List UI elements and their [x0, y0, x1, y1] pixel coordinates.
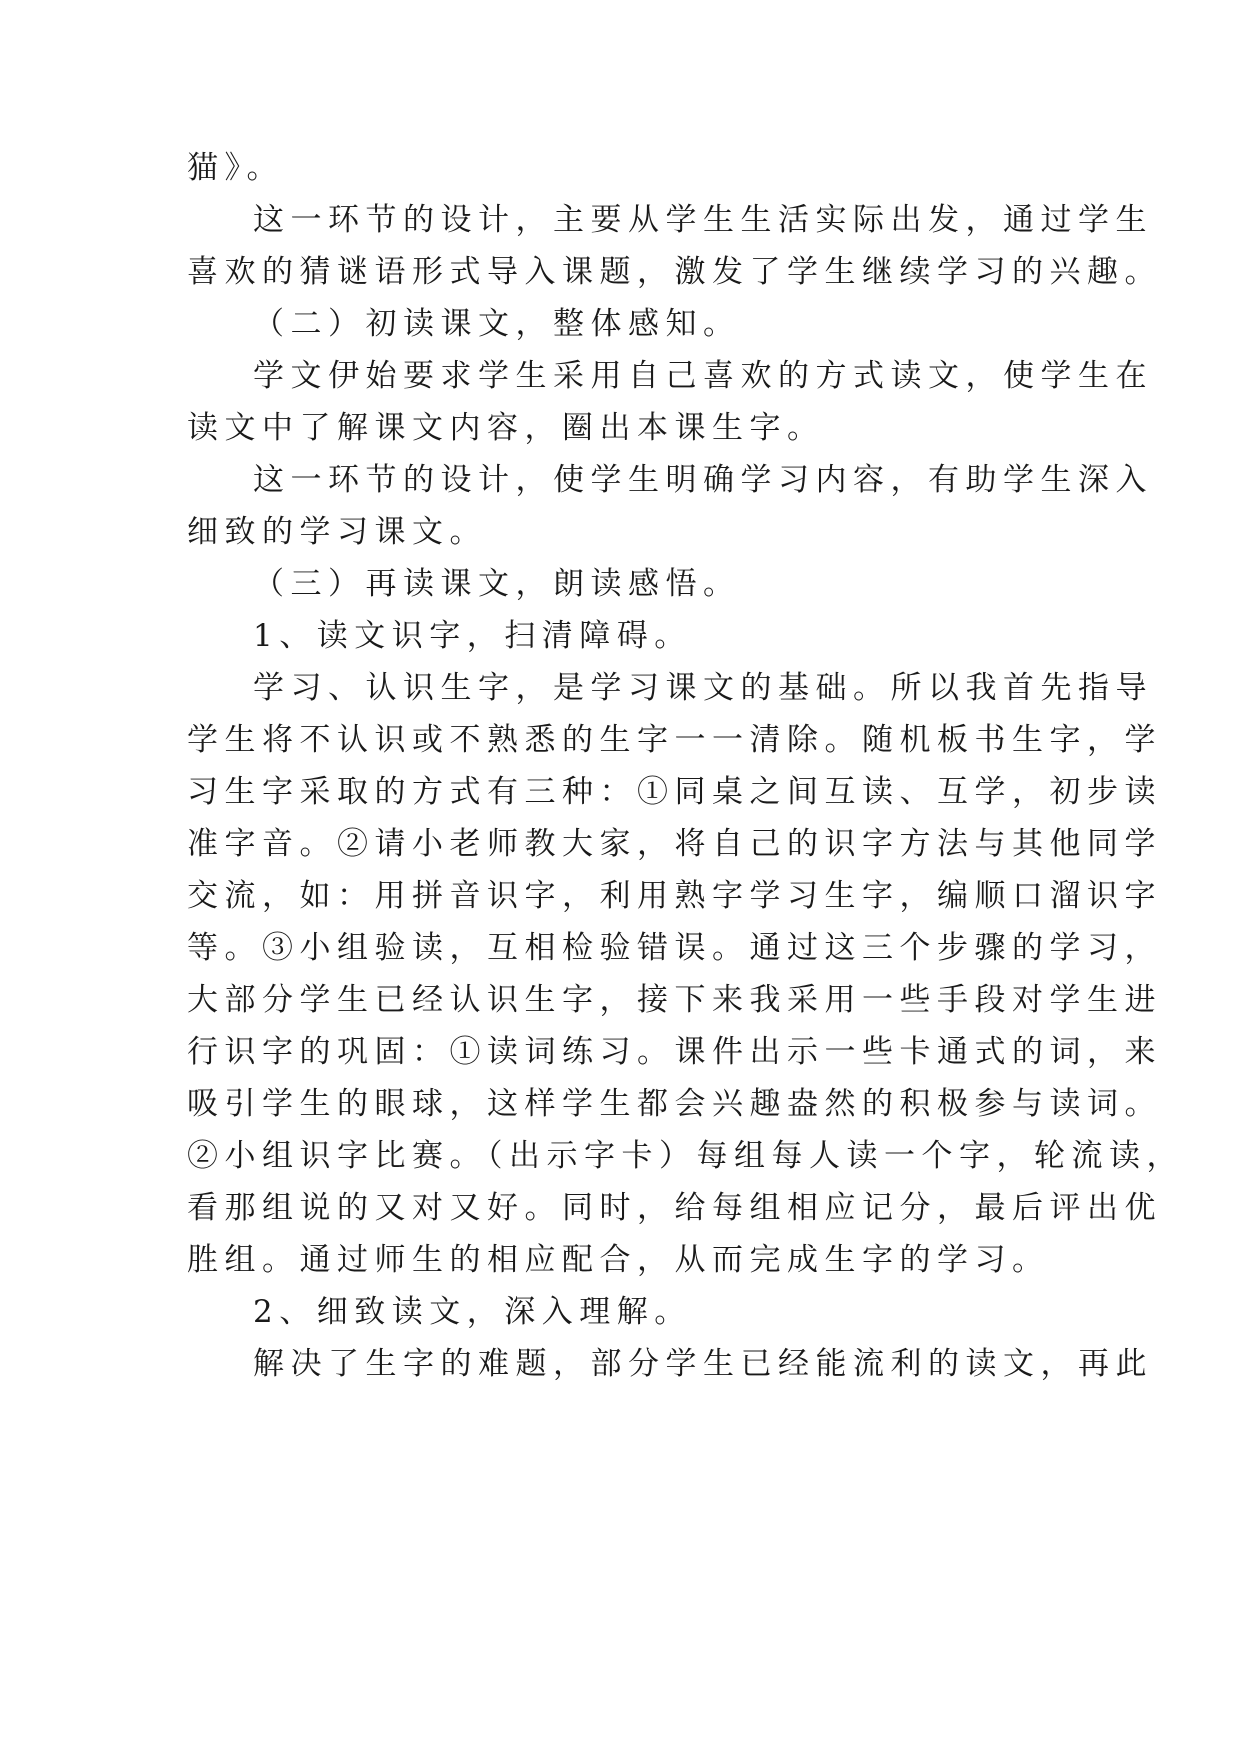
section-heading: （二）初读课文，整体感知。: [253, 306, 741, 342]
text-line: 学生将不认识或不熟悉的生字一一清除。随机板书生字，学: [187, 722, 1162, 758]
text-line: 猫》。: [187, 150, 284, 186]
text-line: 习生字采取的方式有三种：①同桌之间互读、互学，初步读: [187, 774, 1162, 810]
text-line: ②小组识字比赛。（出示字卡）每组每人读一个字，轮流读，: [187, 1138, 1184, 1174]
text-line: 等。③小组验读，互相检验错误。通过这三个步骤的学习，: [187, 930, 1162, 966]
text-line: 交流，如：用拼音识字，利用熟字学习生字，编顺口溜识字: [187, 878, 1162, 914]
text-line: 细致的学习课文。: [187, 514, 487, 550]
text-line: 大部分学生已经认识生字，接下来我采用一些手段对学生进: [187, 982, 1162, 1018]
text-line: 读文中了解课文内容，圈出本课生字。: [187, 410, 825, 446]
text-line: 行识字的巩固：①读词练习。课件出示一些卡通式的词，来: [187, 1034, 1162, 1070]
paragraph-start: 这一环节的设计，主要从学生生活实际出发，通过学生: [253, 202, 1153, 238]
subsection-heading: 2、细致读文，深入理解。: [253, 1294, 692, 1330]
paragraph-start: 学文伊始要求学生采用自己喜欢的方式读文，使学生在: [253, 358, 1153, 394]
section-heading: （三）再读课文，朗读感悟。: [253, 566, 741, 602]
subsection-heading: 1、读文识字，扫清障碍。: [253, 618, 692, 654]
text-line: 看那组说的又对又好。同时，给每组相应记分，最后评出优: [187, 1190, 1162, 1226]
text-line: 喜欢的猜谜语形式导入课题，激发了学生继续学习的兴趣。: [187, 254, 1162, 290]
paragraph-start: 解决了生字的难题，部分学生已经能流利的读文，再此: [253, 1346, 1153, 1382]
text-line: 准字音。②请小老师教大家，将自己的识字方法与其他同学: [187, 826, 1162, 862]
paragraph-start: 学习、认识生字，是学习课文的基础。所以我首先指导: [253, 670, 1153, 706]
paragraph-start: 这一环节的设计，使学生明确学习内容，有助学生深入: [253, 462, 1153, 498]
text-line: 胜组。通过师生的相应配合，从而完成生字的学习。: [187, 1242, 1050, 1278]
text-line: 吸引学生的眼球，这样学生都会兴趣盎然的积极参与读词。: [187, 1086, 1162, 1122]
